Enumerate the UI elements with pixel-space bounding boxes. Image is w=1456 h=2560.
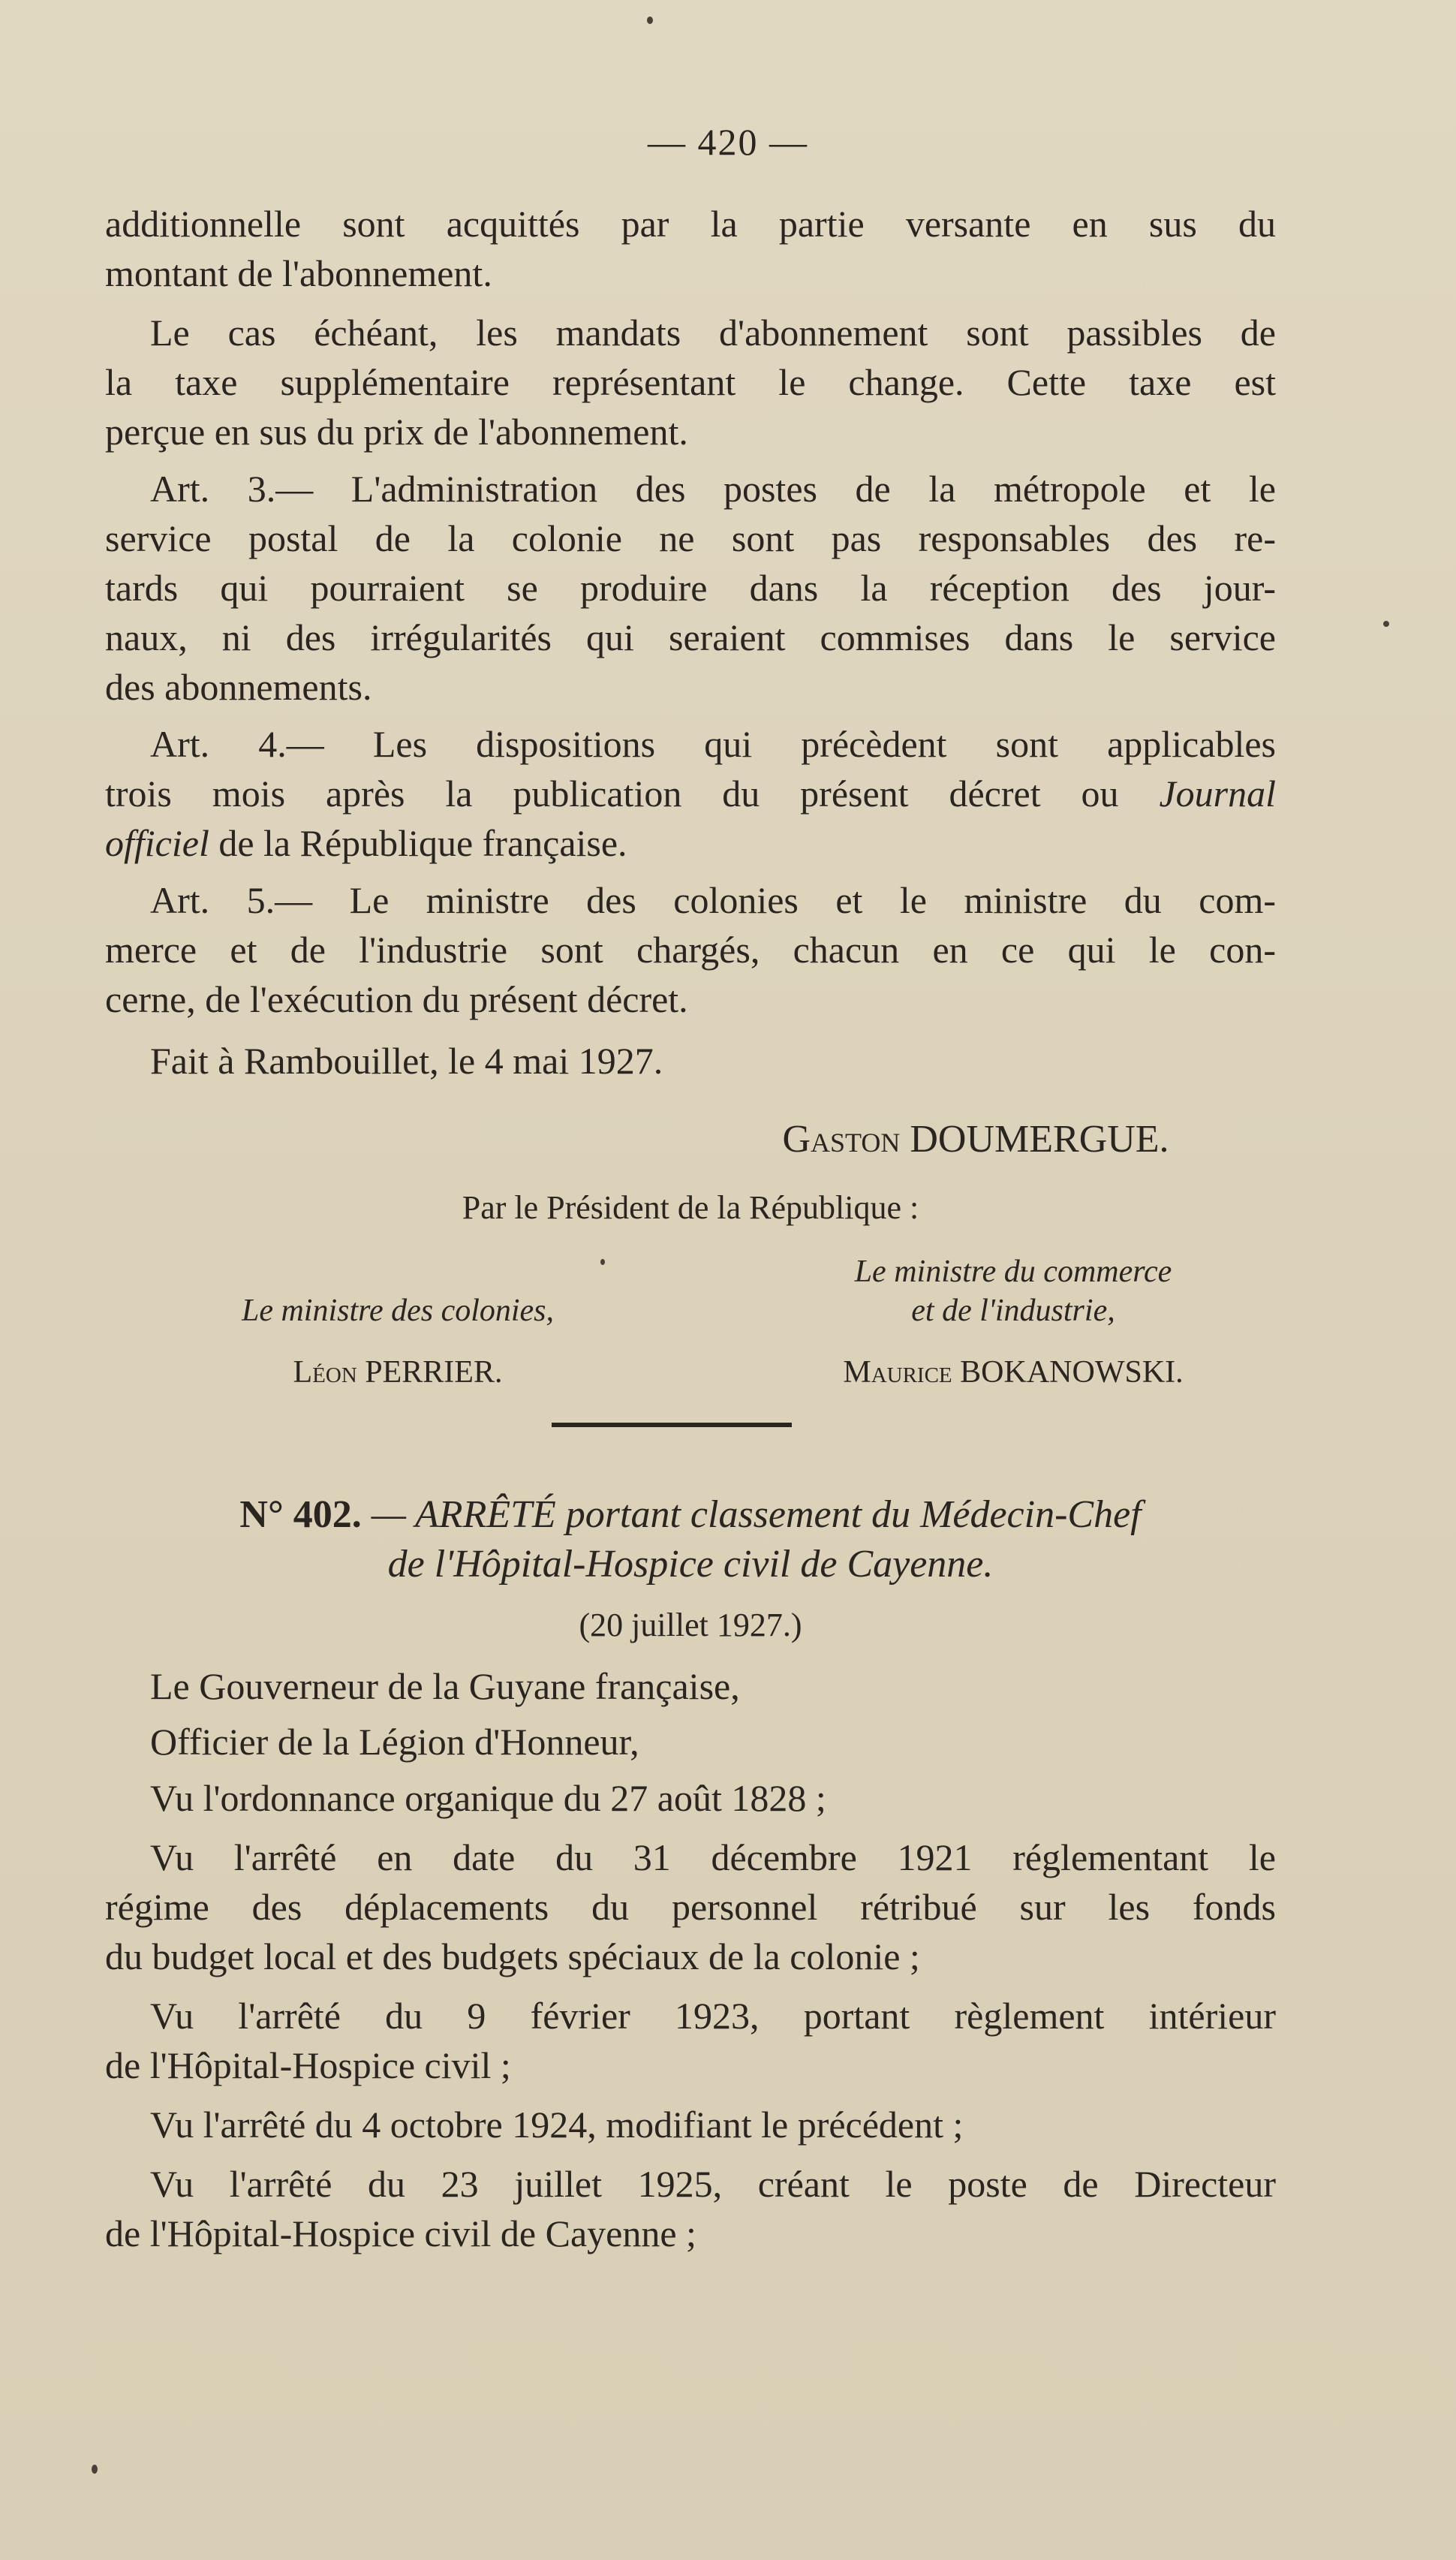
scan-speck bbox=[647, 17, 653, 24]
text-line: de l'Hôpital-Hospice civil ; bbox=[105, 2044, 511, 2086]
decree-title-line-1 bbox=[105, 1490, 1276, 1540]
text-line: Art. 4.— Les dispositions qui précèdent sont applicables bbox=[150, 723, 1276, 765]
text-line: la taxe supplémentaire représentant le change. Cette taxe est bbox=[105, 361, 1276, 403]
officiel-italic: officiel bbox=[105, 822, 209, 864]
text-line: naux, ni des irrégularités qui seraient commises dans le service bbox=[105, 616, 1276, 658]
text-line: merce et de l'industrie sont chargés, chacun en ce qui le con- bbox=[105, 929, 1276, 971]
journal-italic: Journal bbox=[1159, 773, 1276, 815]
scan-speck bbox=[1383, 621, 1389, 627]
text-segment: trois mois après la publication du présent décret ou bbox=[105, 773, 1119, 815]
text-line: Art. 3.— L'administration des postes de la métropole et le bbox=[150, 468, 1276, 510]
text-line: Vu l'arrêté du 9 février 1923, portant règlement intérieur bbox=[150, 1995, 1276, 2037]
decree-number: N° 402. bbox=[239, 1493, 362, 1536]
text-line: régime des déplacements du personnel rétribué sur les fonds bbox=[105, 1886, 1276, 1928]
text-line: Officier de la Légion d'Honneur, bbox=[150, 1721, 639, 1763]
right-minister-title-1: Le ministre du commerce bbox=[854, 1254, 1172, 1289]
text-line: tards qui pourraient se produire dans la réception des jour- bbox=[105, 567, 1276, 609]
text-line bbox=[105, 818, 1276, 868]
decree-title-line-2: de l'Hôpital-Hospice civil de Cayenne. bbox=[387, 1543, 994, 1586]
text-line: perçue en sus du prix de l'abonnement. bbox=[105, 411, 688, 453]
decree-title-text: — ARRÊTÉ portant classement du Médecin-Chef bbox=[361, 1493, 1142, 1536]
left-minister-name: Léon PERRIER. bbox=[293, 1355, 503, 1390]
decree-date: (20 juillet 1927.) bbox=[579, 1607, 802, 1643]
text-line bbox=[105, 769, 1276, 818]
left-minister-title: Le ministre des colonies, bbox=[241, 1294, 555, 1328]
text-line: des abonnements. bbox=[105, 666, 372, 708]
text-line: service postal de la colonie ne sont pas responsables des re- bbox=[105, 517, 1276, 559]
text-line: du budget local et des budgets spéciaux de la colonie ; bbox=[105, 1935, 920, 1977]
text-segment: de la République française. bbox=[209, 822, 627, 864]
scan-speck bbox=[92, 2465, 98, 2474]
text-line: Vu l'arrêté du 23 juillet 1925, créant le poste de Directeur bbox=[150, 2163, 1276, 2205]
text-line: Vu l'ordonnance organique du 27 août 1828 ; bbox=[150, 1777, 826, 1819]
text-line: de l'Hôpital-Hospice civil de Cayenne ; bbox=[105, 2212, 696, 2254]
text-line: Fait à Rambouillet, le 4 mai 1927. bbox=[150, 1040, 663, 1082]
text-line: additionnelle sont acquittés par la partie versante en sus du bbox=[105, 203, 1276, 245]
text-line: Le cas échéant, les mandats d'abonnement sont passibles de bbox=[150, 312, 1276, 354]
president-signature: Gaston DOUMERGUE. bbox=[782, 1118, 1169, 1161]
text-line: cerne, de l'exécution du présent décret. bbox=[105, 978, 688, 1020]
page-number: — 420 — bbox=[648, 121, 808, 163]
right-minister-name: Maurice BOKANOWSKI. bbox=[843, 1355, 1184, 1390]
right-minister-title-2: et de l'industrie, bbox=[911, 1294, 1115, 1328]
text-line: Le Gouverneur de la Guyane française, bbox=[150, 1665, 740, 1707]
text-line: Vu l'arrêté en date du 31 décembre 1921 réglementant le bbox=[150, 1836, 1276, 1878]
text-line: Vu l'arrêté du 4 octobre 1924, modifiant le précédent ; bbox=[150, 2104, 964, 2146]
par-le-president: Par le Président de la République : bbox=[462, 1189, 919, 1226]
scan-speck bbox=[600, 1259, 605, 1265]
text-line: Art. 5.— Le ministre des colonies et le ministre du com- bbox=[150, 879, 1276, 921]
section-divider bbox=[552, 1423, 792, 1427]
text-line: montant de l'abonnement. bbox=[105, 252, 492, 294]
